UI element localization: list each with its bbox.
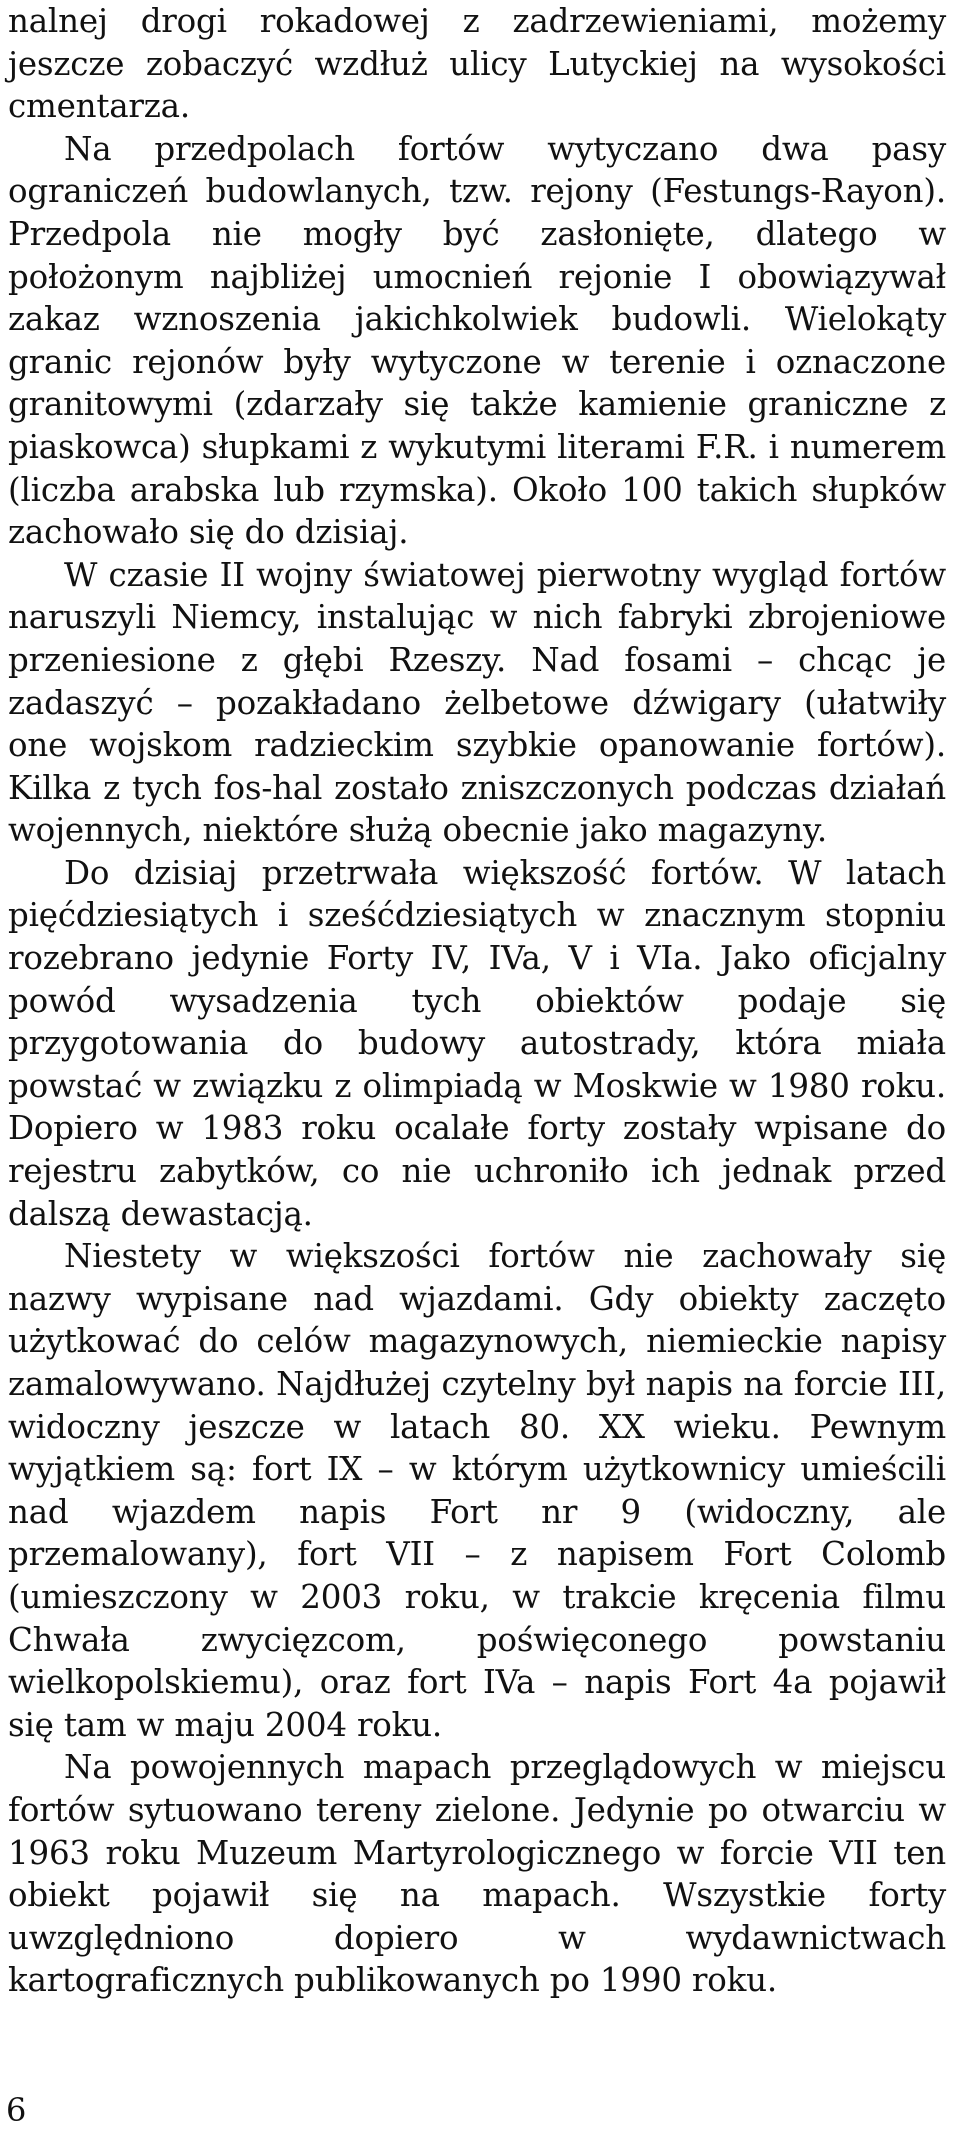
paragraph-wwii: W czasie II wojny światowej pierwotny wygląd fortów naruszyli Niemcy, instalując w nich fabryki zbrojeniowe przeniesione z głębi Rzeszy. Nad fosami – chcąc je zadaszyć – pozakładano żelbetowe dźwigary (ułatwiły one wojskom radzieckim szybkie opanowanie fortów). Kilka z tych fos-hal zostało zniszczonych podczas działań wojennych, niektóre służą obecnie jako magazyny.	[8, 555, 946, 850]
page-number: 6	[6, 2091, 27, 2129]
paragraph-maps: Na powojennych mapach przeglądowych w miejscu fortów sytuowano tereny zielone. Jedynie po otwarciu w 1963 roku Muzeum Martyrologicznego w forcie VII ten obiekt pojawił się na mapach. Wszystkie forty uwzględniono dopiero w wydawnictwach kartograficznych publikowanych po 1990 roku.	[8, 1748, 946, 2000]
paragraph-continuation: nalnej drogi rokadowej z zadrzewieniami, możemy jeszcze zobaczyć wzdłuż ulicy Lutyckiej na wysokości cmentarza.	[8, 2, 946, 126]
paragraph-rayon: Na przedpolach fortów wytyczano dwa pasy ograniczeń budowlanych, tzw. rejony (Festungs-Rayon). Przedpola nie mogły być zasłonięte, dlatego w położonym najbliżej umocnień rejonie I obowiązywał zakaz wznoszenia jakichkolwiek budowli. Wielokąty granic rejonów były wytyczone w terenie i oznaczone granitowymi (zdarzały się także kamienie graniczne z piaskowca) słupkami z wykutymi literami F.R. i numerem (liczba arabska lub rzymska). Około 100 takich słupków zachowało się do dzisiaj.	[8, 129, 946, 552]
paragraph-survival: Do dzisiaj przetrwała większość fortów. W latach pięćdziesiątych i sześćdziesiątych w znacznym stopniu rozebrano jedynie Forty IV, IVa, V i VIa. Jako oficjalny powód wysadzenia tych obiektów podaje się przygotowania do budowy autostrady, która miała powstać w związku z olimpiadą w Moskwie w 1980 roku. Dopiero w 1983 roku ocalałe forty zostały wpisane do rejestru zabytków, co nie uchroniło ich jednak przed dalszą dewastacją.	[8, 853, 946, 1233]
document-page	[8, 0, 946, 2002]
paragraph-names: Niestety w większości fortów nie zachowały się nazwy wypisane nad wjazdami. Gdy obiekty zaczęto użytkować do celów magazynowych, niemieckie napisy zamalowywano. Najdłużej czytelny był napis na forcie III, widoczny jeszcze w latach 80. XX wieku. Pewnym wyjątkiem są: fort IX – w którym użytkownicy umieścili nad wjazdem napis Fort nr 9 (widoczny, ale przemalowany), fort VII – z napisem Fort Colomb (umieszczony w 2003 roku, w trakcie kręcenia filmu Chwała zwycięzcom, poświęconego powstaniu wielkopolskiemu), oraz fort IVa – napis Fort 4a pojawił się tam w maju 2004 roku.	[8, 1237, 946, 1744]
